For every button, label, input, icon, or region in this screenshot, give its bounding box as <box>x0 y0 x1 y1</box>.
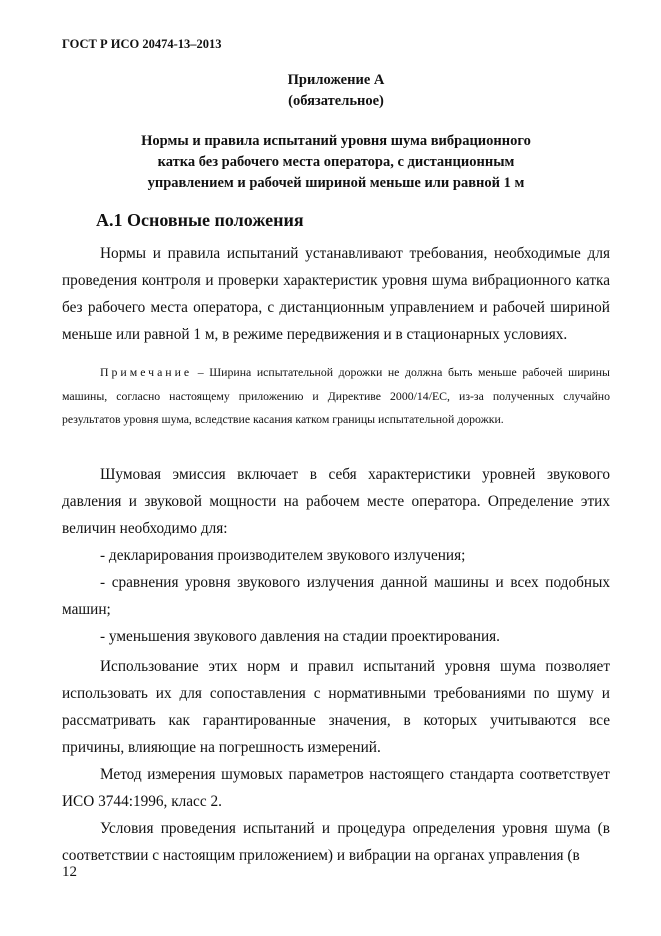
annex-title: Приложение А <box>287 72 385 88</box>
list-item: - сравнения уровня звукового излучения данной машины и всех подобных машин; <box>62 574 610 618</box>
note-text: – Ширина испытательной дорожки не должна быть меньше рабочей ширины машины, согласно настоящему приложению и Директиве 2000/14/ЕС, из-за полученных случайно результатов уровня шума, вследствие касания катком границы испытательной дорожки. <box>62 365 610 426</box>
paragraph-method: Метод измерения шумовых параметров настоящего стандарта соответствует ИСО 3744:1996, класс 2. <box>62 766 610 810</box>
section-title: А.1 Основные положения <box>96 210 304 230</box>
paragraph-usage: Использование этих норм и правил испытаний уровня шума позволяет использовать их для сопоставления с нормативными требованиями по шуму и рассматривать как гарантированные значения, в которых учитываются все причины, влияющие на погрешность измерений. <box>62 658 610 756</box>
page-number: 12 <box>62 864 77 880</box>
note <box>62 361 610 432</box>
note-label: Примечание <box>100 365 193 379</box>
paragraph-conditions: Условия проведения испытаний и процедура определения уровня шума (в соответствии с настоящим приложением) и вибрации на органах управления (в <box>62 820 610 864</box>
paragraph-scope: Нормы и правила испытаний устанавливают требования, необходимые для проведения контроля и проверки характеристик уровня шума вибрационного катка без рабочего места оператора, с дистанционным управлением и рабочей шириной меньше или равной 1 м, в режиме передвижения и в стационарных условиях. <box>62 245 610 343</box>
purpose-list <box>62 542 610 650</box>
paragraph-emission: Шумовая эмиссия включает в себя характеристики уровней звукового давления и звуковой мощности на рабочем месте оператора. Определение этих величин необходимо для: <box>62 466 610 537</box>
annex-heading-line: Нормы и правила испытаний уровня шума вибрационного <box>141 133 531 149</box>
annex-heading-line: катка без рабочего места оператора, с дистанционным <box>157 154 515 170</box>
annex-heading <box>62 131 610 194</box>
document-header: ГОСТ Р ИСО 20474-13–2013 <box>62 37 222 51</box>
annex-status: (обязательное) <box>288 93 384 109</box>
annex-heading-line: управлением и рабочей шириной меньше или равной 1 м <box>147 175 525 191</box>
list-item: - декларирования производителем звукового излучения; <box>100 547 466 564</box>
list-item: - уменьшения звукового давления на стадии проектирования. <box>100 628 501 645</box>
